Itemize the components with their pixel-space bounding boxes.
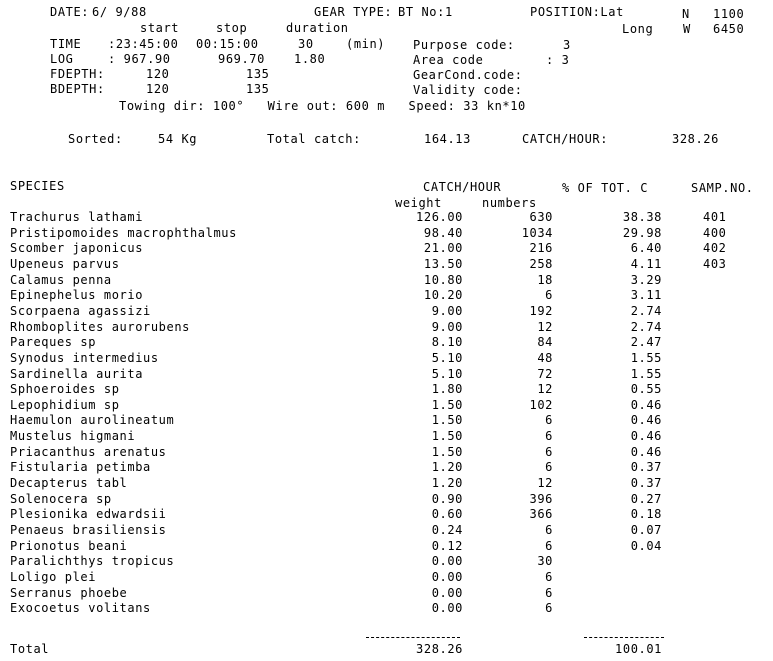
row-numbers: 102 bbox=[529, 398, 553, 412]
row-percent: 0.07 bbox=[630, 523, 662, 537]
row-numbers: 6 bbox=[545, 429, 553, 443]
row-weight: 5.10 bbox=[431, 367, 463, 381]
bdepth-start: 120 bbox=[146, 82, 170, 96]
row-numbers: 6 bbox=[545, 570, 553, 584]
fdepth-label: FDEPTH: bbox=[50, 67, 105, 81]
long-value: 6450 bbox=[713, 22, 745, 36]
row-percent: 0.27 bbox=[630, 492, 662, 506]
row-weight: 1.50 bbox=[431, 398, 463, 412]
date-label: DATE: bbox=[50, 5, 90, 19]
total-catch-label: Total catch: bbox=[267, 132, 361, 146]
row-weight: 9.00 bbox=[431, 304, 463, 318]
row-numbers: 12 bbox=[537, 476, 553, 490]
row-species: Pareques sp bbox=[10, 335, 97, 349]
row-percent: 3.11 bbox=[630, 288, 662, 302]
time-start: :23:45:00 bbox=[108, 37, 179, 51]
purpose-value: 3 bbox=[563, 38, 571, 52]
log-start: : 967.90 bbox=[108, 52, 171, 66]
row-species: Fistularia petimba bbox=[10, 460, 151, 474]
row-numbers: 258 bbox=[529, 257, 553, 271]
row-percent: 6.40 bbox=[630, 241, 662, 255]
row-numbers: 12 bbox=[537, 382, 553, 396]
row-weight: 0.00 bbox=[431, 586, 463, 600]
lat-direction: N bbox=[682, 7, 690, 21]
total-label: Total bbox=[10, 642, 50, 656]
row-numbers: 630 bbox=[529, 210, 553, 224]
row-numbers: 192 bbox=[529, 304, 553, 318]
row-weight: 0.90 bbox=[431, 492, 463, 506]
sorted-label: Sorted: bbox=[68, 132, 123, 146]
row-percent: 2.74 bbox=[630, 304, 662, 318]
purpose-label: Purpose code: bbox=[413, 38, 515, 52]
towing-line: Towing dir: 100° Wire out: 600 m Speed: 33 kn*10 bbox=[119, 99, 526, 113]
row-weight: 5.10 bbox=[431, 351, 463, 365]
row-weight: 1.20 bbox=[431, 460, 463, 474]
time-duration: 30 bbox=[298, 37, 314, 51]
row-percent: 0.46 bbox=[630, 429, 662, 443]
row-percent: 0.18 bbox=[630, 507, 662, 521]
time-unit: (min) bbox=[346, 37, 386, 51]
row-species: Lepophidium sp bbox=[10, 398, 120, 412]
long-direction: W bbox=[683, 22, 691, 36]
catch-per-hour-label: CATCH/HOUR: bbox=[522, 132, 609, 146]
col-duration: duration bbox=[286, 21, 349, 35]
row-species: Upeneus parvus bbox=[10, 257, 120, 271]
catch-per-hour-header: CATCH/HOUR bbox=[423, 180, 502, 194]
row-numbers: 30 bbox=[537, 554, 553, 568]
row-numbers: 6 bbox=[545, 601, 553, 615]
row-species: Trachurus lathami bbox=[10, 210, 144, 224]
catch-per-hour-value: 328.26 bbox=[672, 132, 719, 146]
row-numbers: 1034 bbox=[521, 226, 553, 240]
row-species: Sardinella aurita bbox=[10, 367, 144, 381]
weight-header: weight bbox=[395, 196, 442, 210]
row-species: Serranus phoebe bbox=[10, 586, 128, 600]
gearcond-label: GearCond.code: bbox=[413, 68, 523, 82]
row-numbers: 6 bbox=[545, 586, 553, 600]
fdepth-start: 120 bbox=[146, 67, 170, 81]
row-species: Synodus intermedius bbox=[10, 351, 159, 365]
numbers-header: numbers bbox=[482, 196, 537, 210]
species-header: SPECIES bbox=[10, 179, 65, 193]
row-percent: 0.37 bbox=[630, 476, 662, 490]
row-species: Mustelus higmani bbox=[10, 429, 136, 443]
row-percent: 38.38 bbox=[622, 210, 662, 224]
row-weight: 1.20 bbox=[431, 476, 463, 490]
row-sample-number: 403 bbox=[703, 257, 727, 271]
total-catch-value: 164.13 bbox=[424, 132, 471, 146]
row-sample-number: 400 bbox=[703, 226, 727, 240]
row-weight: 126.00 bbox=[416, 210, 463, 224]
row-weight: 1.80 bbox=[431, 382, 463, 396]
row-weight: 0.00 bbox=[431, 554, 463, 568]
validity-label: Validity code: bbox=[413, 83, 523, 97]
row-species: Scorpaena agassizi bbox=[10, 304, 151, 318]
row-weight: 98.40 bbox=[423, 226, 463, 240]
row-weight: 9.00 bbox=[431, 320, 463, 334]
row-percent: 1.55 bbox=[630, 351, 662, 365]
time-stop: 00:15:00 bbox=[196, 37, 259, 51]
row-sample-number: 401 bbox=[703, 210, 727, 224]
row-species: Prionotus beani bbox=[10, 539, 128, 553]
row-percent: 0.46 bbox=[630, 445, 662, 459]
row-percent: 1.55 bbox=[630, 367, 662, 381]
row-species: Haemulon aurolineatum bbox=[10, 413, 175, 427]
bdepth-stop: 135 bbox=[246, 82, 270, 96]
row-species: Priacanthus arenatus bbox=[10, 445, 167, 459]
row-species: Penaeus brasiliensis bbox=[10, 523, 167, 537]
row-species: Loligo plei bbox=[10, 570, 97, 584]
percent-total-header: % OF TOT. C bbox=[562, 181, 649, 195]
row-weight: 8.10 bbox=[431, 335, 463, 349]
row-numbers: 396 bbox=[529, 492, 553, 506]
row-weight: 0.00 bbox=[431, 601, 463, 615]
gear-label: GEAR TYPE: bbox=[314, 5, 393, 19]
col-stop: stop bbox=[216, 21, 248, 35]
bdepth-label: BDEPTH: bbox=[50, 82, 105, 96]
row-numbers: 216 bbox=[529, 241, 553, 255]
row-numbers: 6 bbox=[545, 445, 553, 459]
row-percent: 0.37 bbox=[630, 460, 662, 474]
lat-value: 1100 bbox=[713, 7, 745, 21]
row-percent: 0.46 bbox=[630, 398, 662, 412]
row-percent: 0.55 bbox=[630, 382, 662, 396]
row-numbers: 48 bbox=[537, 351, 553, 365]
log-label: LOG bbox=[50, 52, 74, 66]
row-weight: 1.50 bbox=[431, 413, 463, 427]
position-label: POSITION:Lat bbox=[530, 5, 624, 19]
row-numbers: 6 bbox=[545, 413, 553, 427]
long-label: Long bbox=[622, 22, 654, 36]
percent-total-rule bbox=[584, 637, 664, 638]
row-species: Rhomboplites aurorubens bbox=[10, 320, 190, 334]
row-numbers: 6 bbox=[545, 460, 553, 474]
row-species: Scomber japonicus bbox=[10, 241, 144, 255]
row-species: Pristipomoides macrophthalmus bbox=[10, 226, 237, 240]
row-species: Solenocera sp bbox=[10, 492, 112, 506]
row-weight: 13.50 bbox=[423, 257, 463, 271]
log-duration: 1.80 bbox=[294, 52, 326, 66]
sorted-value: 54 Kg bbox=[158, 132, 198, 146]
total-percent: 100.01 bbox=[615, 642, 662, 656]
row-weight: 0.00 bbox=[431, 570, 463, 584]
fdepth-stop: 135 bbox=[246, 67, 270, 81]
sample-number-header: SAMP.NO. bbox=[691, 181, 754, 195]
area-label: Area code bbox=[413, 53, 484, 67]
row-weight: 1.50 bbox=[431, 445, 463, 459]
row-percent: 2.47 bbox=[630, 335, 662, 349]
row-numbers: 18 bbox=[537, 273, 553, 287]
row-species: Paralichthys tropicus bbox=[10, 554, 175, 568]
row-weight: 21.00 bbox=[423, 241, 463, 255]
time-label: TIME bbox=[50, 37, 82, 51]
date-value: 6/ 9/88 bbox=[92, 5, 147, 19]
row-species: Decapterus tabl bbox=[10, 476, 128, 490]
row-species: Epinephelus morio bbox=[10, 288, 144, 302]
row-percent: 0.04 bbox=[630, 539, 662, 553]
row-weight: 0.12 bbox=[431, 539, 463, 553]
row-numbers: 72 bbox=[537, 367, 553, 381]
row-weight: 1.50 bbox=[431, 429, 463, 443]
row-numbers: 6 bbox=[545, 539, 553, 553]
row-percent: 29.98 bbox=[622, 226, 662, 240]
row-weight: 10.80 bbox=[423, 273, 463, 287]
row-weight: 0.24 bbox=[431, 523, 463, 537]
row-percent: 3.29 bbox=[630, 273, 662, 287]
total-weight: 328.26 bbox=[416, 642, 463, 656]
row-numbers: 6 bbox=[545, 288, 553, 302]
row-numbers: 366 bbox=[529, 507, 553, 521]
row-numbers: 84 bbox=[537, 335, 553, 349]
row-species: Sphoeroides sp bbox=[10, 382, 120, 396]
area-value: : 3 bbox=[546, 53, 570, 67]
row-sample-number: 402 bbox=[703, 241, 727, 255]
row-numbers: 6 bbox=[545, 523, 553, 537]
row-percent: 4.11 bbox=[630, 257, 662, 271]
log-stop: 969.70 bbox=[218, 52, 265, 66]
row-numbers: 12 bbox=[537, 320, 553, 334]
col-start: start bbox=[140, 21, 180, 35]
weight-total-rule bbox=[366, 637, 460, 638]
row-weight: 0.60 bbox=[431, 507, 463, 521]
row-species: Exocoetus volitans bbox=[10, 601, 151, 615]
row-percent: 0.46 bbox=[630, 413, 662, 427]
row-percent: 2.74 bbox=[630, 320, 662, 334]
row-weight: 10.20 bbox=[423, 288, 463, 302]
row-species: Plesionika edwardsii bbox=[10, 507, 167, 521]
gear-value: BT No:1 bbox=[398, 5, 453, 19]
row-species: Calamus penna bbox=[10, 273, 112, 287]
